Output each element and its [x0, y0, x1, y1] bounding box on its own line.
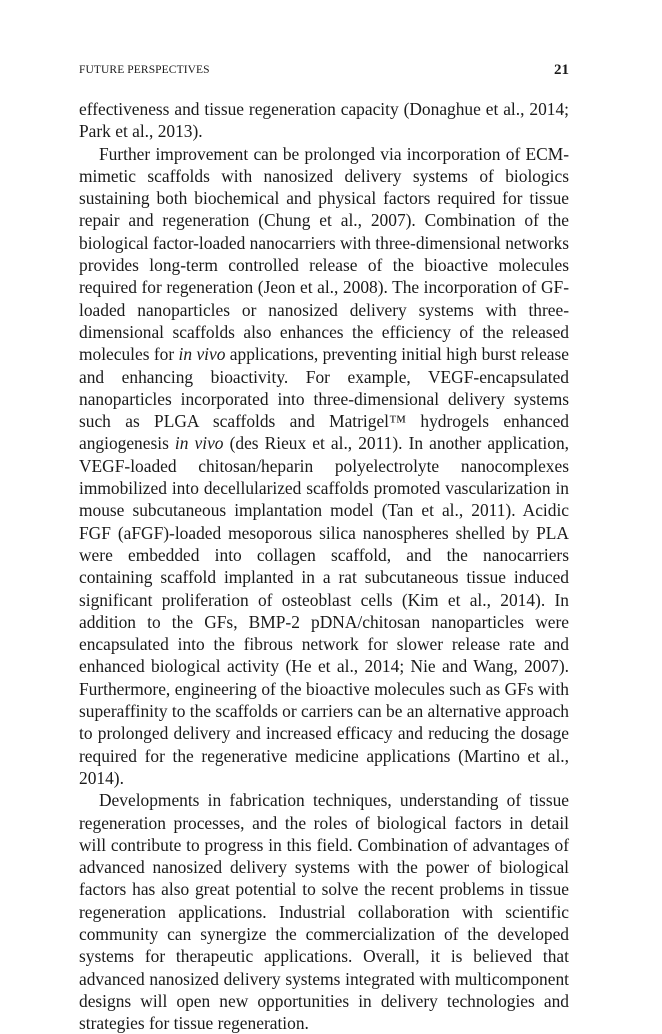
italic-term: in vivo [178, 344, 226, 365]
body-text [79, 98, 569, 1034]
text-run: effectiveness and tissue regeneration capacity (Donaghue et al., 2014; Park et al., 2013). [79, 99, 569, 142]
paragraph-developments [79, 789, 569, 1034]
page-number: 21 [554, 62, 569, 78]
text-run: applications, preventing initial high burst release and enhancing bioactivity. For example, VEGF-encapsulated nanoparticles incorporated into three-dimensional delivery systems such as PLGA scaffolds and Matrigel™ hydrogels enhanced angiogenesis [79, 344, 569, 454]
text-run: (des Rieux et al., 2011). In another application, VEGF-loaded chitosan/heparin polyelectrolyte nanocomplexes immobilized into decellularized scaffolds promoted vascularization in mouse subcutaneous implantation model (Tan et al., 2011). Acidic FGF (aFGF)-loaded mesoporous silica nanospheres shelled by PLA were embedded into collagen scaffold, and the nanocarriers containing scaffold implanted in a rat subcutaneous tissue induced significant proliferation of osteoblast cells (Kim et al., 2014). In addition to the GFs, BMP-2 pDNA/chitosan nanoparticles were encapsulated into the fibrous network for slower release rate and enhanced biological activity (He et al., 2014; Nie and Wang, 2007). Furthermore, engineering of the bioactive molecules such as GFs with superaffinity to the scaffolds or carriers can be an alternative approach to prolonged delivery and increased efficacy and reducing the dosage required for the regenerative medicine applications (Martino et al., 2014). [79, 433, 569, 788]
running-title: FUTURE PERSPECTIVES [79, 64, 210, 76]
paragraph-continued [79, 98, 569, 143]
text-run: Developments in fabrication techniques, understanding of tissue regeneration processes, and the roles of biological factors in detail will contribute to progress in this field. Combination of advantages of advanced nanosized delivery systems with the power of biological factors has also great potential to solve the recent problems in tissue regeneration applications. Industrial collaboration with scientific community can synergize the commercialization of the developed systems for therapeutic applications. Overall, it is believed that advanced nanosized delivery systems integrated with multicomponent designs will open new opportunities in delivery technologies and strategies for tissue regeneration. [79, 790, 569, 1034]
running-head [79, 64, 569, 82]
text-run: Further improvement can be prolonged via incorporation of ECM-mimetic scaffolds with nanosized delivery systems of biologics sustaining both biochemical and physical factors required for tissue repair and regeneration (Chung et al., 2007). Combination of the biological factor-loaded nanocarriers with three-dimensional networks provides long-term controlled release of the bioactive molecules required for regeneration (Jeon et al., 2008). The incorporation of GF-loaded nanoparticles or nanosized delivery systems with three-dimensional scaffolds also enhances the efficiency of the released molecules for [79, 143, 569, 365]
paragraph-further-improvement [79, 143, 569, 790]
italic-term: in vivo [174, 433, 224, 454]
